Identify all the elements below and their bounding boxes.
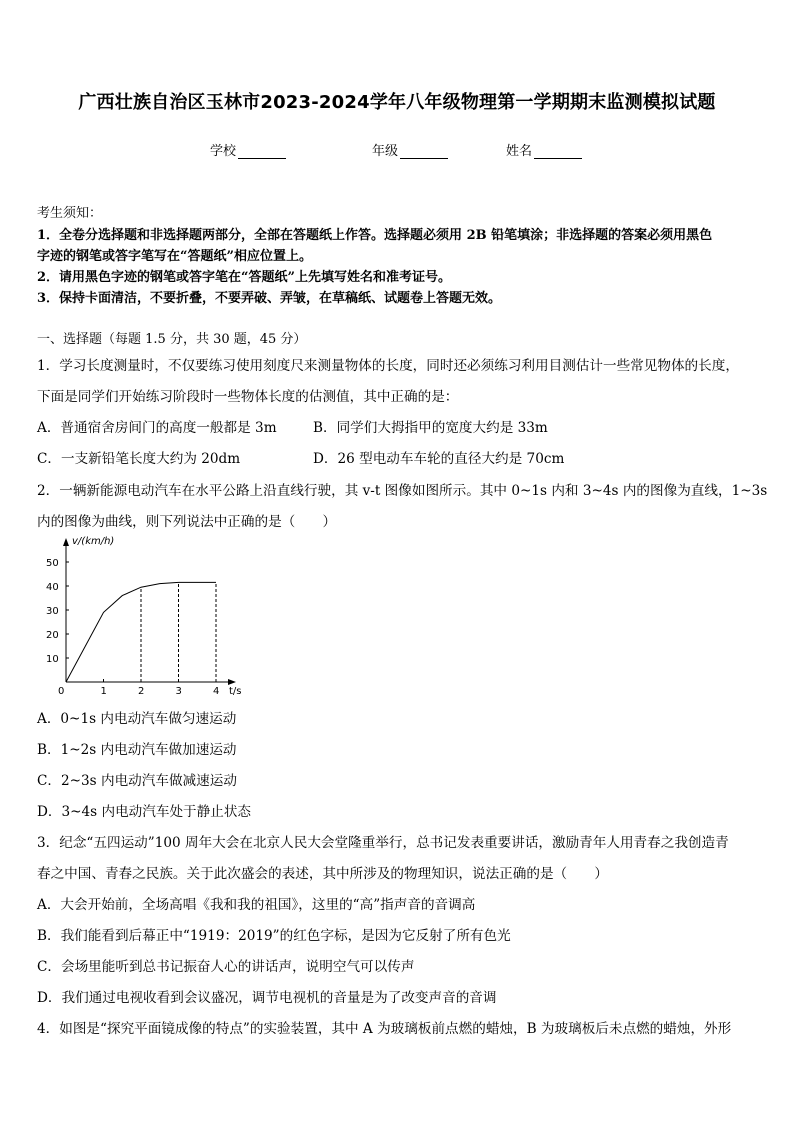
q3-option-b: B．我们能看到后幕正中“1919：2019”的红色字标，是因为它反射了所有色光 <box>37 928 511 944</box>
x-axis-label: t/s <box>229 686 242 697</box>
q2-option-b: B．1~2s 内电动汽车做加速运动 <box>37 742 237 758</box>
x-tick-label: 2 <box>138 686 145 697</box>
q1-stem-a: 1．学习长度测量时，不仅要练习使用刻度尺来测量物体的长度，同时还必须练习利用目测估计一些常见物体的长度， <box>37 358 739 374</box>
q1-option-c: C．一支新铅笔长度大约为 20dm <box>37 451 241 467</box>
page-title: 广西壮族自治区玉林市2023-2024学年八年级物理第一学期期末监测模拟试题 <box>78 92 716 113</box>
q2-option-d: D．3~4s 内电动汽车处于静止状态 <box>37 804 252 820</box>
notice-heading: 考生须知： <box>37 206 103 221</box>
grade-label: 年级 <box>372 144 399 159</box>
q1-stem-b: 下面是同学们开始练习阶段时一些物体长度的估测值，其中正确的是： <box>37 389 459 405</box>
chart-ticks <box>46 558 219 697</box>
notice-line-1a: 1．全卷分选择题和非选择题两部分，全部在答题纸上作答。选择题必须用 2B 铅笔填涂；非选择题的答案必须用黑色 <box>37 228 713 243</box>
grade-blank <box>400 146 448 159</box>
x-tick-label: 1 <box>100 686 107 697</box>
section-heading: 一、选择题（每题 1.5 分，共 30 题，45 分） <box>37 332 307 347</box>
q3-option-c: C．会场里能听到总书记振奋人心的讲话声，说明空气可以传声 <box>37 959 415 975</box>
q2-option-c: C．2~3s 内电动汽车做减速运动 <box>37 773 237 789</box>
q3-stem-b: 春之中国、青春之民族。关于此次盛会的表述，其中所涉及的物理知识，说法正确的是（ ） <box>37 866 608 882</box>
school-blank <box>238 146 286 159</box>
q2-stem-a: 2．一辆新能源电动汽车在水平公路上沿直线行驶，其 v-t 图像如图所示。其中 0~1s 内和 3~4s 内的图像为直线，1~3s <box>37 483 768 499</box>
notice-line-3: 3．保持卡面清洁，不要折叠，不要弄破、弄皱，在草稿纸、试题卷上答题无效。 <box>37 291 502 306</box>
y-axis-arrow <box>63 538 69 546</box>
notice-line-1b: 字迹的钢笔或答字笔写在“答题纸”相应位置上。 <box>37 249 312 264</box>
school-field <box>210 140 286 159</box>
name-field <box>506 140 582 159</box>
x-axis-arrow <box>228 679 236 685</box>
x-tick-label: 3 <box>175 686 182 697</box>
y-tick-label: 50 <box>46 558 59 569</box>
y-axis-label: v/(km/h) <box>72 536 115 547</box>
school-label: 学校 <box>210 144 237 159</box>
y-tick-label: 10 <box>46 654 59 665</box>
q2-option-a: A．0~1s 内电动汽车做匀速运动 <box>37 711 237 727</box>
origin-label: 0 <box>58 686 65 697</box>
y-tick-label: 30 <box>46 606 59 617</box>
q1-option-a: A．普通宿舍房间门的高度一般都是 3m <box>37 420 277 436</box>
name-label: 姓名 <box>506 144 533 159</box>
q3-option-a: A．大会开始前，全场高唱《我和我的祖国》，这里的“高”指声音的音调高 <box>37 897 476 913</box>
x-tick-label: 4 <box>213 686 220 697</box>
q1-option-b: B．同学们大拇指甲的宽度大约是 33m <box>313 420 548 436</box>
y-tick-label: 40 <box>46 582 59 593</box>
q2-stem-b: 内的图像为曲线，则下列说法中正确的是（ ） <box>37 514 337 530</box>
notice-line-2: 2．请用黑色字迹的钢笔或答字笔在“答题纸”上先填写姓名和准考证号。 <box>37 270 452 285</box>
chart-series-line <box>66 582 216 682</box>
q4-stem-a: 4．如图是“探究平面镜成像的特点”的实验装置，其中 A 为玻璃板前点燃的蜡烛，B 为玻璃板后未点燃的蜡烛，外形 <box>37 1021 732 1037</box>
vt-chart <box>37 532 257 697</box>
chart-axes <box>58 536 242 697</box>
name-blank <box>534 146 582 159</box>
q3-option-d: D．我们通过电视收看到会议盛况，调节电视机的音量是为了改变声音的音调 <box>37 990 497 1006</box>
q3-stem-a: 3．纪念“五四运动”100 周年大会在北京人民大会堂隆重举行，总书记发表重要讲话，激励青年人用青春之我创造青 <box>37 835 729 851</box>
y-tick-label: 20 <box>46 630 59 641</box>
grade-field <box>372 140 448 159</box>
q1-option-d: D．26 型电动车车轮的直径大约是 70cm <box>313 451 565 467</box>
chart-dashed-guides <box>141 582 216 682</box>
